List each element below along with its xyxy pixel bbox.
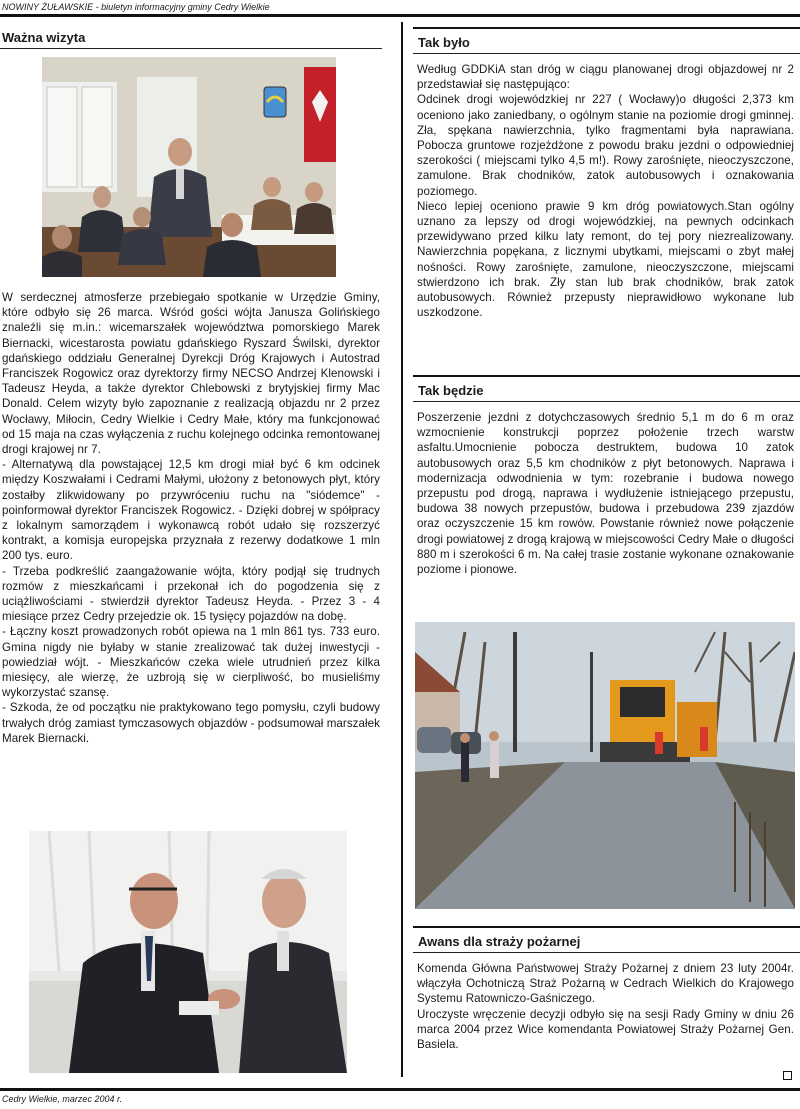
heading-underline: [413, 401, 800, 402]
section-heading-tak-bylo: Tak było: [418, 35, 470, 50]
newsletter-footer: Cedry Wielkie, marzec 2004 r.: [2, 1094, 123, 1104]
meeting-photo: [42, 57, 336, 277]
heading-underline: [413, 53, 800, 54]
heading-underline: [413, 952, 800, 953]
section-top-rule: [413, 926, 800, 928]
header-rule: [0, 14, 800, 17]
handshake-photo: [29, 831, 347, 1073]
article-body-wazna-wizyta: W serdecznej atmosferze przebiegało spotkanie w Urzędzie Gminy, które odbyło się 26 marca. Wśród gości wójta Janusza Golińskiego znaleźli się m.in.: wicemarszałek województwa pomorskiego Marek Biernacki, wicestarosta powiatu gdańskiego Ryszard Świlski, dyrektor gdańskiego oddziału Generalnej Dyrekcji Dróg Krajowych i Autostrad Franciszek Rogowicz oraz dyrektorzy firmy NECSO Andrzej Klenowski i Tadeusz Heyda, a także dyrektor Chlebowski z brytyjskiej firmy Mac Donald. Celem wizyty było zapoznanie z realizacją objazdu nr 2 przez Wocławy, Miłocin, Cedry Wielkie i Cedry Małe, który ma funkcjonować od 15 maja na czas wyłączenia z ruchu kolejnego odcinka remontowanej drogi krajowej nr 7. - Alternatywą dla powstającej 12,5 km drogi miał być 6 km odcinek między Koszwałami i Cedrami Małymi, ułożony z betonowych płyt, który zostałby zlikwidowany po przywróceniu ruchu na "siódemce" - poinformował dyrektor Franciszek Rogowicz. - Dzięki dobrej w spółpracy z lokalnym samorządem i wykonawcą robót udało się rozszerzyć kontrakt, a komisja europejska przyznała z rezerwy dodatkowe 1 mln 200 tys. euro. - Trzeba podkreślić zaangażowanie wójta, który podjął się trudnych rozmów z mieszkańcami i przekonał ich do pogodzenia się z uciążliwościami - stwierdził dyrektor Tadeusz Heyda. - Przez 3 - 4 miesiące przez Cedry przejedzie ok. 15 tysięcy pojazdów na dobę. - Łączny koszt prowadzonych robót opiewa na 1 mln 861 tys. 733 euro. Gmina nigdy nie byłaby w stanie zrealizować tak dużej inwestycji - powiedział wójt. - Mieszkańców czeka wiele utrudnień przez kilka miesięcy, ale wierzę, że uzbroją się w cierpliwość, bo musieliśmy wykorzystać szansę. - Szkoda, że od początku nie praktykowano tego pomysłu, czyli budowy trwałych dróg zamiast tymczasowych objazdów - podsumował marszałek Marek Biernacki.: [2, 291, 380, 745]
article-heading-wazna-wizyta: Ważna wizyta: [2, 30, 86, 45]
section-body-tak-bylo: Według GDDKiA stan dróg w ciągu planowanej drogi objazdowej nr 2 przedstawiał się następująco: Odcinek drogi wojewódzkiej nr 227 ( Wocławy)o długości 2,373 km oceniono jako zaniedbany, o ogólnym stanie na poziomie drogi gminnej. Zła, spękana nawierzchnia, tylko fragmentami była naprawiana. Pobocza gruntowe rozjeżdżone z powodu braku jezdni o odpowiedniej szerokości ( miejscami tylko 4,5 m!). Rowy zarośnięte, nieoczyszczone, zamulone. Brak chodników, zatok autobusowych i oznakowania poziomego. Nieco lepiej oceniono prawie 9 km dróg powiatowych.Stan ogólny uznano za lepszy od drogi wojewódzkiej, na pewnych odcinkach przewidywano przed kilku laty remont, do tej pory niezrealizowany. Nawierzchnia popękana, z licznymi ubytkami, miejscami o zbyt małej nośności. Rowy zarośnięte, zamulone, nieoczyszczone, miejscami stwierdzono ich brak. Zły stan lub brak chodników, brak zatok autobusowych. Również przepusty nieprawidłowo wykonane lub uszkodzone.: [417, 63, 794, 320]
column-divider: [401, 22, 403, 1077]
end-of-article-mark: [783, 1071, 792, 1080]
section-body-awans: Komenda Główna Państwowej Straży Pożarnej z dniem 23 luty 2004r. włączyła Ochotniczą Straż Pożarną w Cedrach Wielkich do Krajowego Systemu Ratowniczo-Gaśniczego. Uroczyste wręczenie decyzji odbyło się na sesji Rady Gminy w dniu 26 marca 2004 przez Wice komendanta Powiatowej Straży Pożarnej Gen. Basiela.: [417, 962, 794, 1052]
footer-rule: [0, 1088, 800, 1091]
section-top-rule: [413, 375, 800, 377]
section-heading-awans: Awans dla straży pożarnej: [418, 934, 581, 949]
section-top-rule: [413, 27, 800, 29]
section-heading-tak-bedzie: Tak będzie: [418, 383, 484, 398]
newsletter-header: NOWINY ŻUŁAWSKIE - biuletyn informacyjny gminy Cedry Wielkie: [2, 2, 270, 12]
heading-underline: [0, 48, 382, 49]
road-construction-photo: [415, 622, 795, 909]
section-body-tak-bedzie: Poszerzenie jezdni z dotychczasowych średnio 5,1 m do 6 m oraz wzmocnienie konstrukcji poprzez położenie trzech warstw asfaltu.Umocnienie pobocza destruktem, budowa 10 zatok autobusowych oraz 5,5 km chodników z płyt betonowych. Naprawa i modernizacja odwodnienia w tym: rozebranie i budowa nowego przepustu pod drogą, naprawa i wydłużenie istniejącego przepustu, budowa 38 nowych przepustów, budowa i przebudowa 239 zjazdów oraz oczyszczenie 15 km rowów. Powstanie również nowe połączenie drogi powiatowej z drogą krajową w miejscowości Cedry Małe o długości 880 m i szerokości 6 m. Na całej trasie zostanie wykonane oznakowanie poziome i pionowe.: [417, 411, 794, 577]
